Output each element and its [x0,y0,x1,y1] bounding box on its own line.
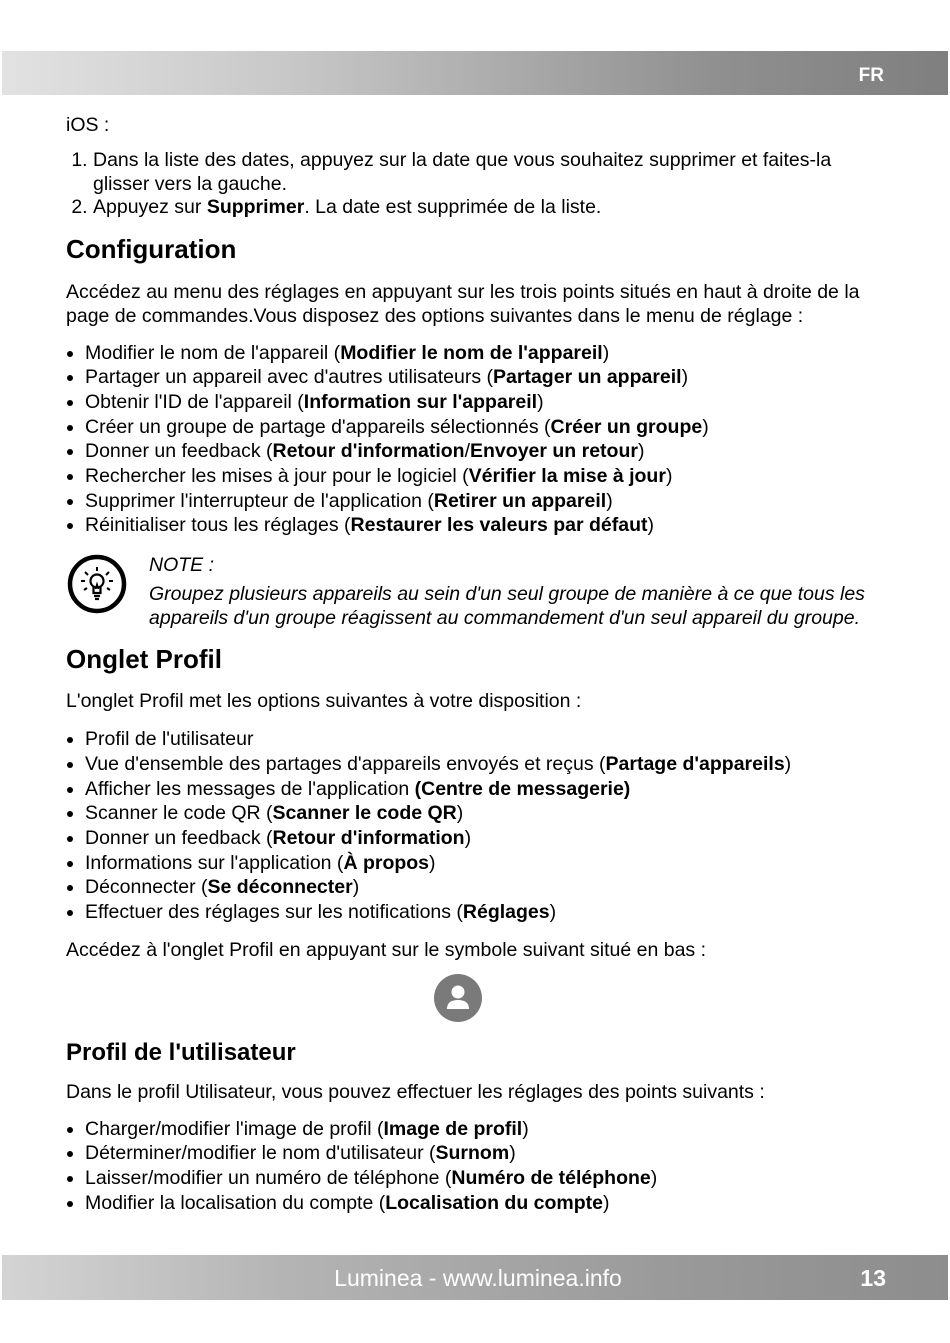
lightbulb-icon [66,553,128,615]
list-item: Obtenir l'ID de l'appareil (Information sur l'appareil) [66,390,876,415]
list-item: Supprimer l'interrupteur de l'application (Retirer un appareil) [66,489,876,514]
list-item: Afficher les messages de l'application (Centre de messagerie) [66,777,876,802]
list-item: Rechercher les mises à jour pour le logiciel (Vérifier la mise à jour) [66,464,876,489]
list-item: Charger/modifier l'image de profil (Image de profil) [66,1117,876,1142]
header-bar [2,51,948,95]
onglet-profil-heading: Onglet Profil [66,644,222,675]
list-item: Effectuer des réglages sur les notifications (Réglages) [66,900,876,925]
list-item: Profil de l'utilisateur [66,727,876,752]
configuration-heading: Configuration [66,233,237,264]
profile-icon-container [66,973,876,1028]
language-label: FR [858,65,884,86]
list-item: Laisser/modifier un numéro de téléphone (Numéro de téléphone) [66,1166,876,1191]
onglet-profil-intro: L'onglet Profil met les options suivantes à votre disposition : [66,690,582,713]
footer-bar [2,1255,948,1300]
footer-text: Luminea - www.luminea.info [334,1265,622,1291]
configuration-intro: Accédez au menu des réglages en appuyant sur les trois points situés en haut à droite de la page de commandes.Vous disposez des options suivantes dans le menu de réglage : [66,280,860,327]
user-profile-icon [433,973,483,1023]
user-profile-intro: Dans le profil Utilisateur, vous pouvez effectuer les réglages des points suivants : [66,1080,765,1103]
page-content [66,113,876,1216]
ios-step-1: 1. Dans la liste des dates, appuyez sur la date que vous souhaitez supprimer et faites-la glisser vers la gauche. [93,149,876,196]
ios-steps [66,149,876,220]
profil-options-list [66,727,876,925]
list-item: Créer un groupe de partage d'appareils sélectionnés (Créer un groupe) [66,415,876,440]
user-profile-list [66,1117,876,1216]
ios-step-2: 2. Appuyez sur Supprimer. La date est supprimée de la liste. [93,196,876,220]
list-item: Modifier le nom de l'appareil (Modifier le nom de l'appareil) [66,341,876,366]
note-box [66,553,876,630]
list-item: Informations sur l'application (À propos) [66,851,876,876]
ios-label: iOS : [66,114,110,136]
list-item: Donner un feedback (Retour d'information) [66,826,876,851]
list-item: Déterminer/modifier le nom d'utilisateur (Surnom) [66,1141,876,1166]
list-item: Vue d'ensemble des partages d'appareils envoyés et reçus (Partage d'appareils) [66,752,876,777]
list-item: Modifier la localisation du compte (Localisation du compte) [66,1191,876,1216]
configuration-list [66,341,876,539]
list-item: Partager un appareil avec d'autres utilisateurs (Partager un appareil) [66,365,876,390]
list-item: Scanner le code QR (Scanner le code QR) [66,801,876,826]
list-item: Donner un feedback (Retour d'information/Envoyer un retour) [66,439,876,464]
list-item: Réinitialiser tous les réglages (Restaurer les valeurs par défaut) [66,513,876,538]
list-item: Déconnecter (Se déconnecter) [66,875,876,900]
note-text: Groupez plusieurs appareils au sein d'un seul groupe de manière à ce que tous les appareils d'un groupe réagissent au commandement d'un seul appareil du groupe. [149,583,865,630]
user-profile-heading: Profil de l'utilisateur [66,1038,296,1066]
note-title: NOTE : [149,554,215,577]
profil-access-text: Accédez à l'onglet Profil en appuyant sur le symbole suivant situé en bas : [66,938,707,961]
page-number: 13 [860,1265,886,1291]
